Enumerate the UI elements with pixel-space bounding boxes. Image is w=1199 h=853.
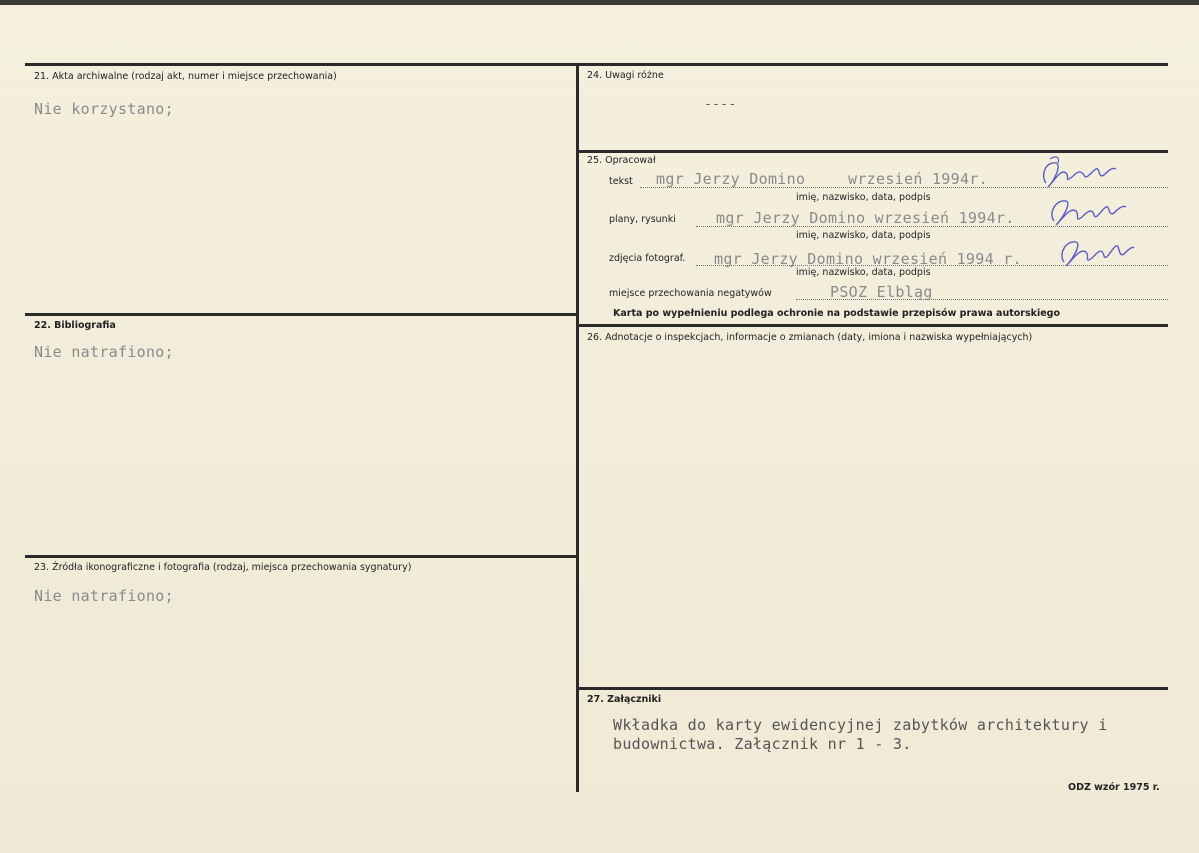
plany-label: plany, rysunki xyxy=(609,214,676,225)
miejsce-label: miejsce przechowania negatywów xyxy=(609,288,772,299)
top-rule xyxy=(25,63,1168,66)
tekst-date: wrzesień 1994r. xyxy=(848,170,988,188)
section-24-value: ---- xyxy=(704,97,737,112)
section-22-value: Nie natrafiono; xyxy=(34,343,174,361)
section-25-label: 25. Opracował xyxy=(587,155,656,166)
plany-value: mgr Jerzy Domino wrzesień 1994r. xyxy=(716,209,1015,227)
section-26-label: 26. Adnotacje o inspekcjach, informacje o zmianach (daty, imiona i nazwiska wypełniających) xyxy=(587,332,1033,343)
zdjecia-value: mgr Jerzy Domino wrzesień 1994 r. xyxy=(714,250,1022,268)
rule-27 xyxy=(579,687,1168,690)
section-21-value: Nie korzystano; xyxy=(34,100,174,118)
rule-23 xyxy=(25,555,576,558)
section-21-label: 21. Akta archiwalne (rodzaj akt, numer i miejsce przechowania) xyxy=(34,71,337,82)
form-imprint: ODZ wzór 1975 r. xyxy=(1068,782,1160,793)
signature-zdjecia xyxy=(1052,232,1137,276)
section-27-line-1: Wkładka do karty ewidencyjnej zabytków architektury i xyxy=(613,716,1108,734)
scan-top-edge xyxy=(0,0,1199,5)
section-24-label: 24. Uwagi różne xyxy=(587,70,664,81)
plany-caption: imię, nazwisko, data, podpis xyxy=(796,230,931,241)
signature-plany xyxy=(1040,193,1130,233)
zdjecia-label: zdjęcia fotograf. xyxy=(609,253,686,264)
section-23-label: 23. Źródła ikonograficzne i fotografia (rodzaj, miejsca przechowania sygnatury) xyxy=(34,562,412,573)
tekst-label: tekst xyxy=(609,176,633,187)
copyright-notice: Karta po wypełnieniu podlega ochronie na podstawie przepisów prawa autorskiego xyxy=(613,308,1060,319)
miejsce-line xyxy=(796,299,1168,300)
center-divider xyxy=(576,63,579,792)
rule-26 xyxy=(579,324,1168,327)
section-23-value: Nie natrafiono; xyxy=(34,587,174,605)
section-27-label: 27. Załączniki xyxy=(587,694,662,705)
section-27-line-2: budownictwa. Załącznik nr 1 - 3. xyxy=(613,735,912,753)
miejsce-value: PSOZ Elbląg xyxy=(830,283,933,301)
zdjecia-caption: imię, nazwisko, data, podpis xyxy=(796,267,931,278)
tekst-value: mgr Jerzy Domino xyxy=(656,170,806,188)
rule-22 xyxy=(25,313,576,316)
section-22-label: 22. Bibliografia xyxy=(34,320,116,331)
tekst-caption: imię, nazwisko, data, podpis xyxy=(796,192,931,203)
